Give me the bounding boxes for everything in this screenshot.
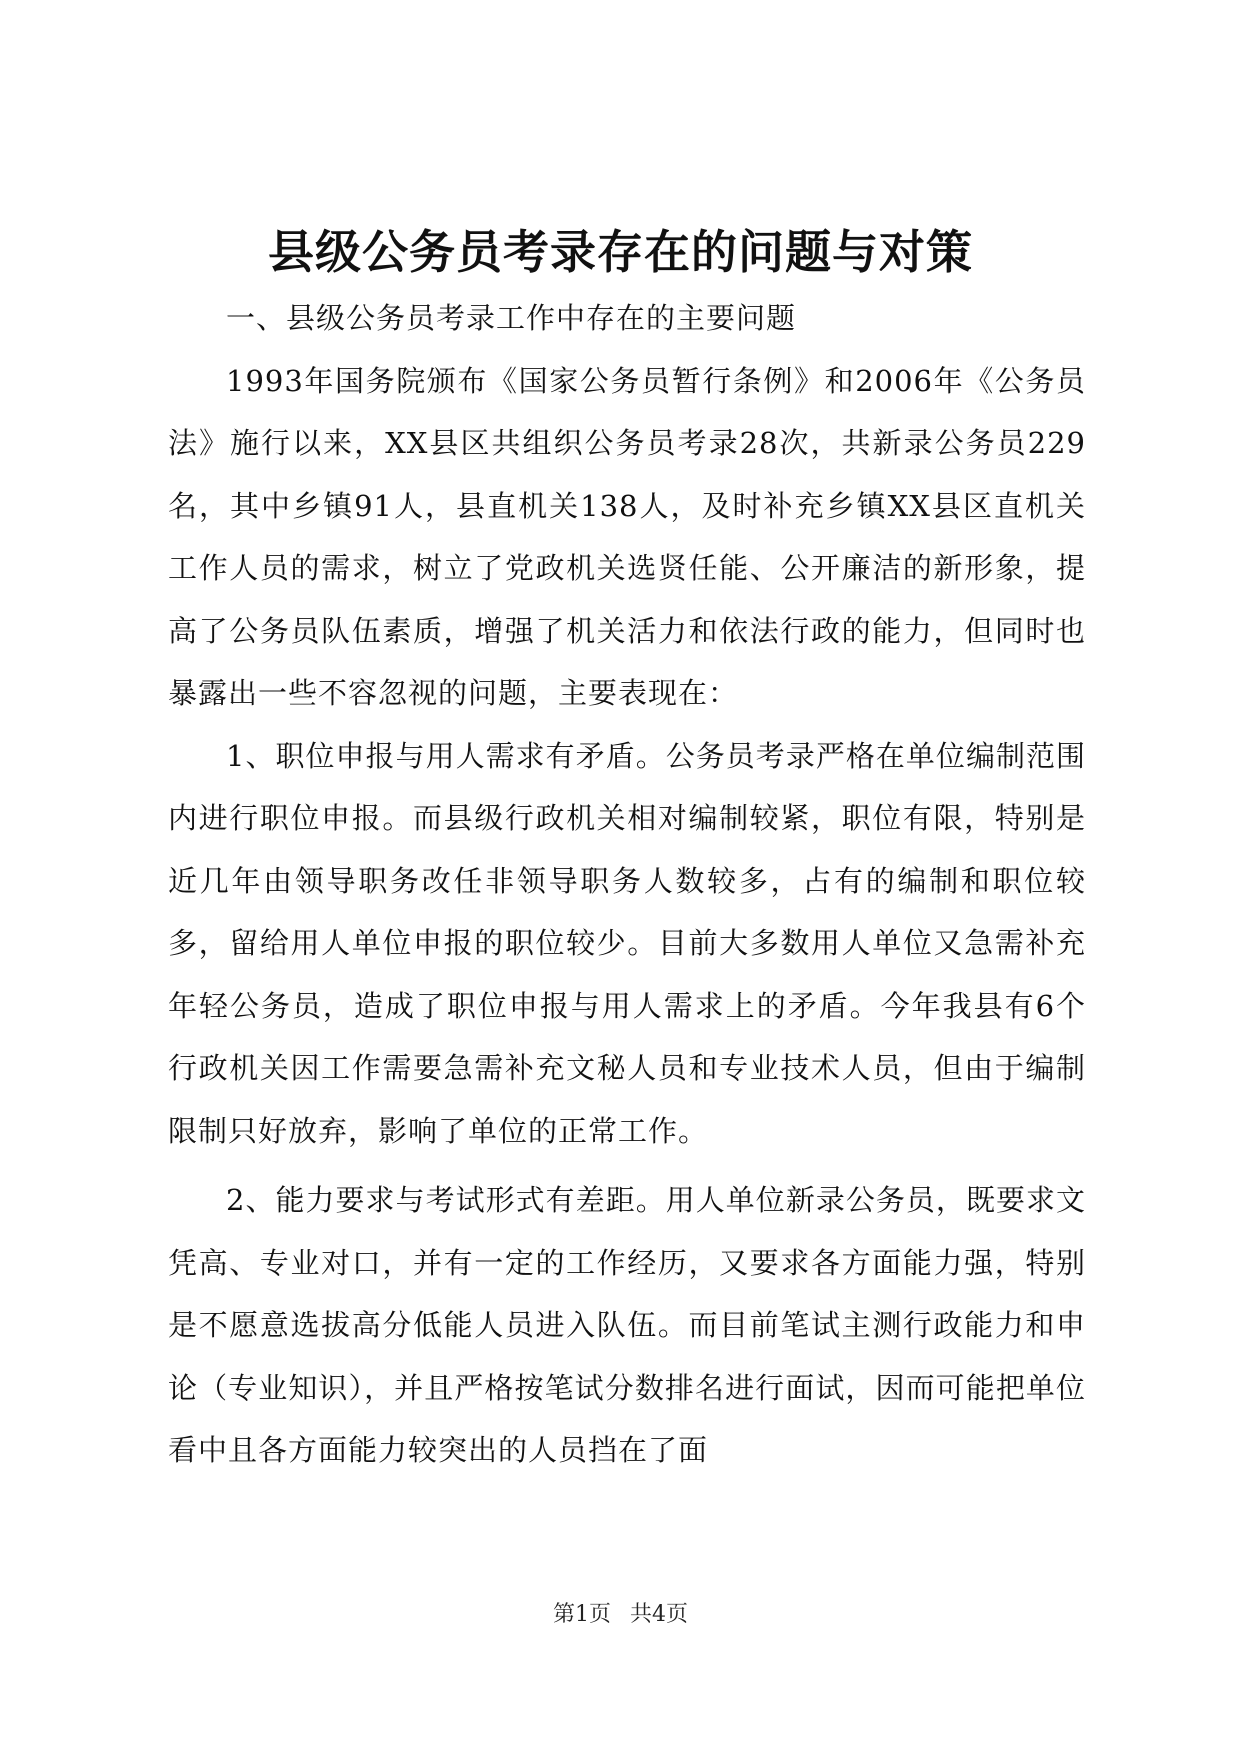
paragraph-item-2: 2、能力要求与考试形式有差距。用人单位新录公务员，既要求文凭高、专业对口，并有一定的工作经历，又要求各方面能力强，特别是不愿意选拔高分低能人员进入队伍。而目前笔试主测行政能力和申论（专业知识），并且严格按笔试分数排名进行面试，因而可能把单位看中且各方面能力较突出的人员挡在了面 (168, 1183, 1086, 1467)
section-heading: 一、县级公务员考录工作中存在的主要问题 (226, 301, 797, 335)
page-total: 共4页 (630, 1602, 688, 1627)
document-body (168, 287, 1086, 1482)
page-footer (0, 1600, 1241, 1630)
page-number: 第1页 (553, 1602, 611, 1627)
paragraph-item-1: 1、职位申报与用人需求有矛盾。公务员考录严格在单位编制范围内进行职位申报。而县级行政机关相对编制较紧，职位有限，特别是近几年由领导职务改任非领导职务人数较多，占有的编制和职位较多，留给用人单位申报的职位较少。目前大多数用人单位又急需补充年轻公务员，造成了职位申报与用人需求上的矛盾。今年我县有6个行政机关因工作需要急需补充文秘人员和专业技术人员，但由于编制限制只好放弃，影响了单位的正常工作。 (168, 738, 1086, 1148)
document-title: 县级公务员考录存在的问题与对策 (268, 225, 973, 279)
paragraph-intro: 1993年国务院颁布《国家公务员暂行条例》和2006年《公务员法》施行以来，XX县区共组织公务员考录28次，共新录公务员229名，其中乡镇91人，县直机关138人，及时补充乡镇XX县区直机关工作人员的需求，树立了党政机关选贤任能、公开廉洁的新形象，提高了公务员队伍素质，增强了机关活力和依法行政的能力，但同时也暴露出一些不容忽视的问题，主要表现在： (168, 363, 1086, 710)
